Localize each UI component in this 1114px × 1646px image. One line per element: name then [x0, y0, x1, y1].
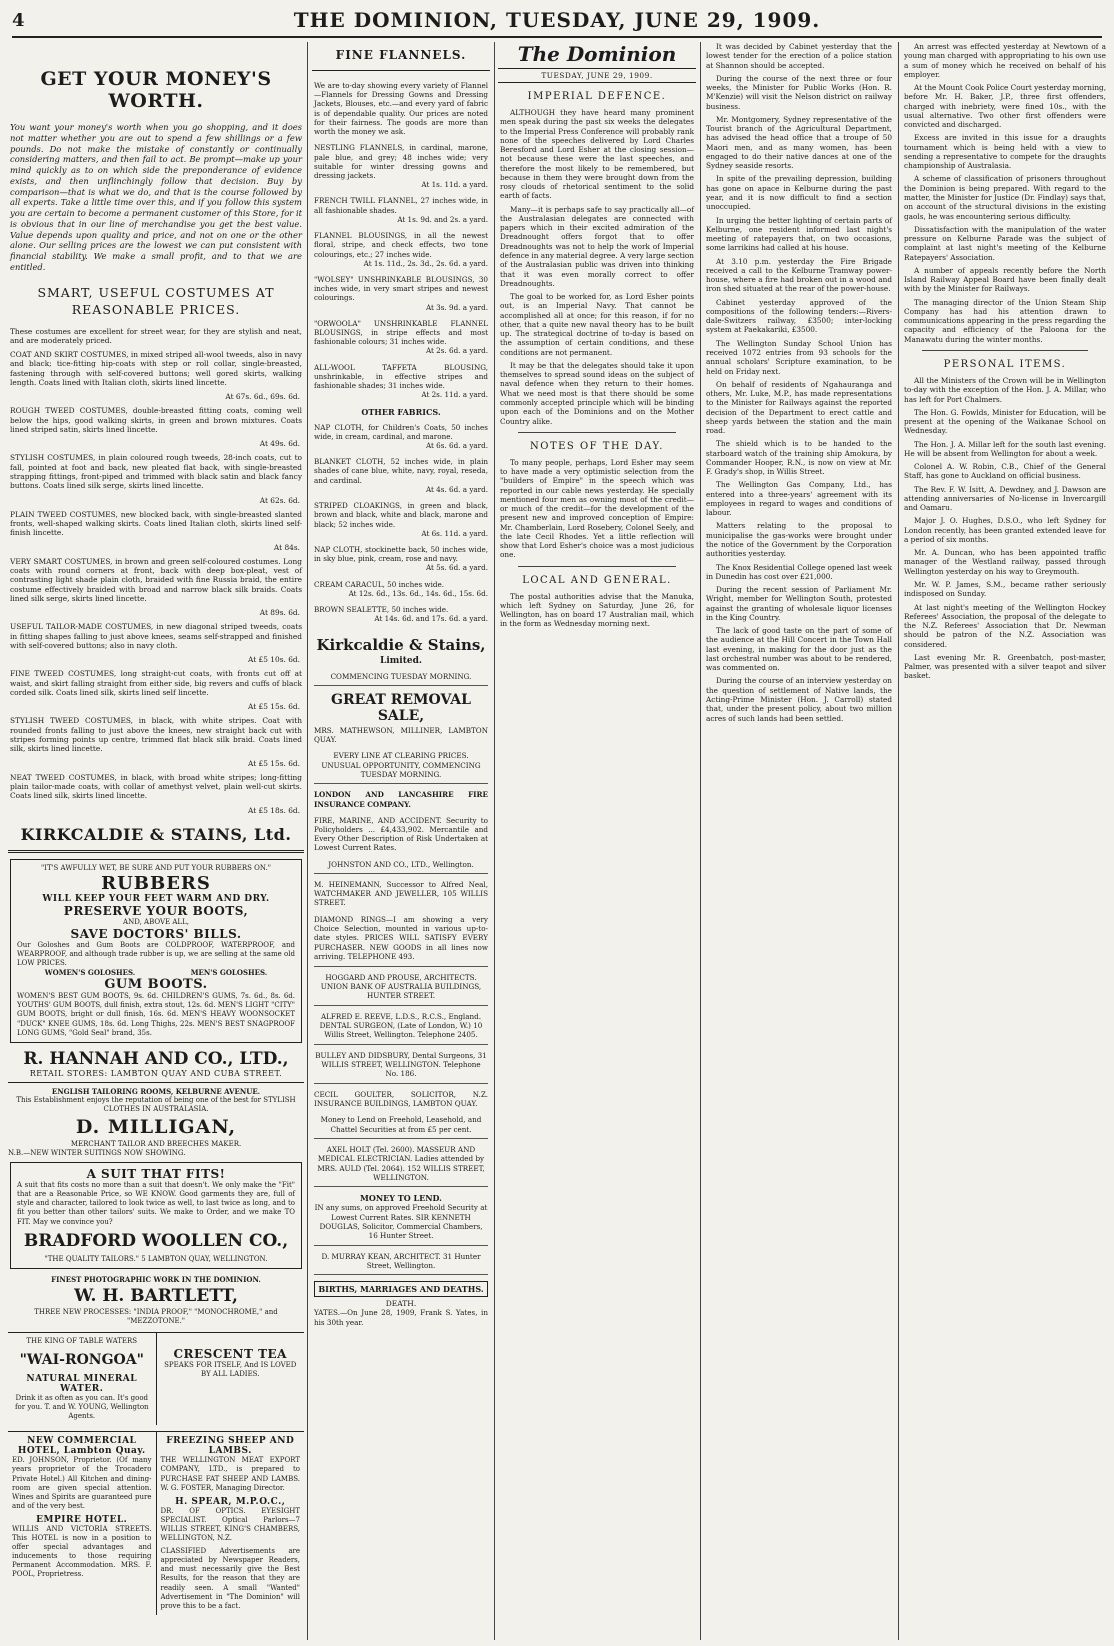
column-rule — [494, 42, 495, 1640]
death-heading: DEATH. — [385, 1299, 417, 1309]
gum-boots-text: WOMEN'S BEST GUM BOOTS, 9s. 6d. CHILDREN'S GUMS, 7s. 6d., 8s. 6d. YOUTHS' GUM BOOTS, dull finish, extra stout, 12s. 6d. MEN'S LIGHT "CITY" GUM BOOTS, bright or dull finish, 16s. 6d. MEN'S HEAVY WOONSOCKET "DUCK" KNEE GUMS, 18s. 6d. Long Thighs, 22s. MEN'S BEST SNAGPROOF LONG GUMS, "Gold Seal" brand, 35s. — [17, 992, 295, 1037]
wairongoa-note: Drink it as often as you can. It's good for you. T. and W. YOUNG, Wellington Agents. — [14, 1394, 149, 1421]
news-paragraph: Excess are invited in this issue for a draughts tournament which is being held with a view to sending a representative to compete for the draughts championship of Australasia. — [904, 133, 1106, 171]
flannel-item — [314, 275, 488, 312]
money-heading: MONEY TO LEND. — [360, 1193, 442, 1204]
hotel-text: ED. JOHNSON, Proprietor. (Of many years proprietor of the Trocadero Private Hotel.) All Kitchen and dining-room are given special attention. Wines and Spirits are guaranteed pure and of the very best. — [12, 1456, 152, 1510]
suit-text: A suit that fits costs no more than a suit that doesn't. We only make the "Fit" that are a Reasonable Price, so WE KNOW. Good garments they are, full of style and character, tailored to look twice as well, to last twice as long, and to fit you better than other tailors' suits. We make to Order, and we make TO FIT. May we convince you? — [17, 1181, 295, 1226]
fabric-item-text: NAP CLOTH, for Children's Coats, 50 inches wide, in cream, cardinal, and marone. — [314, 422, 488, 441]
commencing-line: COMMENCING TUESDAY MORNING. — [314, 672, 488, 686]
firm-name: KIRKCALDIE & STAINS, Ltd. — [8, 825, 304, 853]
spear-text: DR. OF OPTICS. EYESIGHT SPECIALIST. Optical Parlors—7 WILLIS STREET, KING'S CHAMBERS, WELLINGTON, N.Z. — [160, 1506, 300, 1543]
crescent-title: CRESCENT TEA — [173, 1347, 287, 1361]
costume-price: At £5 18s. 6d. — [248, 805, 300, 815]
section-heading: REASONABLE PRICES. — [71, 301, 241, 317]
costume-price: At £5 15s. 6d. — [248, 702, 300, 712]
hoggard-prouse: HOGGARD AND PROUSE, ARCHITECTS. UNION BANK OF AUSTRALIA BUILDINGS, HUNTER STREET. — [314, 973, 488, 1006]
freezing-title: FREEZING SHEEP AND LAMBS. — [166, 1436, 295, 1457]
money-text: IN any sums, on approved Freehold Security at Lowest Current Rates. SIR KENNETH DOUGLAS, Solicitor, Commercial Chambers, 16 Hunter Street. — [314, 1203, 488, 1245]
personal-paragraph: Mr. A. Duncan, who has been appointed traffic manager of the Westland railway, passed through Wellington yesterday on his way to Greymouth. — [904, 548, 1106, 576]
wairongoa-title: "WAI-RONGOA" — [19, 1352, 144, 1369]
costume-price: At 62s. 6d. — [259, 495, 300, 505]
costume-price: At 67s. 6d., 69s. 6d. — [225, 392, 300, 402]
flannel-item-price: At 1s. 11d., 2s. 3d., 2s. 6d. a yard. — [363, 258, 488, 268]
editorial-paragraph: Many—it is perhaps safe to say practically all—of the Australasian delegates are connected with papers which in their excited admiration of the Dreadnought offers forgot that to offer Dreadnoughts was not to help the work of Imperial defence in any material degree. A very large section of the Australasian public was driven into thinking that it was even morally correct to offer Dreadnoughts. — [500, 204, 694, 288]
editorial-headline: IMPERIAL DEFENCE. — [527, 91, 667, 102]
column-5 — [902, 42, 1108, 1640]
goulter-text: Money to Lend on Freehold, Leasehold, and Chattel Securities at from £5 per cent. — [314, 1115, 488, 1139]
rubbers-line: PRESERVE YOUR BOOTS, — [63, 903, 249, 918]
personal-paragraph: Mr. W. P. James, S.M., became rather seriously indisposed on Sunday. — [904, 580, 1106, 599]
costume-item: PLAIN TWEED COSTUMES, new blocked back, with single-breasted slanted fronts, well-shaped walking skirts. Coats lined Italian cloth, skirts lined self-finish lincette. — [10, 509, 302, 538]
rubbers-line: WILL KEEP YOUR FEET WARM AND DRY. — [42, 893, 270, 904]
crescent-ad — [156, 1333, 305, 1425]
personal-paragraph: The Hon. J. A. Millar left for the south last evening. He will be absent from Wellington for about a week. — [904, 439, 1106, 458]
news-paragraph: On behalf of residents of Ngahauranga and others, Mr. Luke, M.P., has made representations to the Minister for Railways against the reported decision of the Department to erect cattle and sheep yards between the station and the main road. — [706, 379, 892, 436]
milligan-name: D. MILLIGAN, — [75, 1115, 237, 1138]
costume-item: NEAT TWEED COSTUMES, in black, with broad white stripes; long-fitting plain tailor-made coats, with collar of amethyst velvet, plain well-cut skirts. Coats lined silk, skirts lined lincette. — [10, 772, 302, 801]
heinemann: M. HEINEMANN, Successor to Alfred Neal, WATCHMAKER AND JEWELLER, 105 WILLIS STREET. — [314, 880, 488, 908]
mens-goloshes-label: MEN'S GOLOSHES. — [190, 968, 268, 978]
johnston-agent: JOHNSTON AND CO., LTD., Wellington. — [314, 860, 488, 874]
flannel-item-price: At 2s. 11d. a yard. — [421, 390, 488, 400]
flannel-item-text: "WOLSEY" UNSHRINKABLE BLOUSINGS, 30 inches wide, in very smart stripes and newest colourings. — [314, 274, 488, 303]
fabric-item-text: BROWN SEALETTE, 50 inches wide. — [314, 605, 449, 615]
flannel-item-price: At 2s. 6d. a yard. — [425, 346, 488, 356]
news-paragraph: A number of appeals recently before the North Island Railway Appeal Board have been finally dealt with by the Minister for Railways. — [904, 265, 1106, 294]
news-paragraph: In urging the better lighting of certain parts of Kelburne, one resident informed last night's meeting of ratepayers that, on two occasions, some larrikins had called at his house. — [706, 215, 892, 253]
divider — [922, 350, 1088, 351]
personal-paragraph: The Rev. F. W. Isitt, A. Dewdney, and J. Dawson are attending anniversaries of No-license in Invercargill and Oamaru. — [904, 484, 1106, 513]
freezing-ad — [156, 1432, 305, 1614]
rubbers-ad — [10, 859, 302, 1043]
column-2 — [312, 42, 490, 1640]
fabric-item — [314, 423, 488, 451]
editorial-paragraph: The goal to be worked for, as Lord Esher points out, is an Imperial Navy. That cannot be accomplished all at once; for this reason, if for no other, that a quite new naval theory has to be built up. The strategical doctrine of to-day is based on the assumption of certain conditions, and these conditions are not permanent. — [500, 292, 694, 357]
fabric-item-price: At 6s. 11d. a yard. — [421, 528, 488, 538]
personal-paragraph: Major J. O. Hughes, D.S.O., who left Sydney for London recently, has been granted extended leave for a period of six months. — [904, 516, 1106, 544]
tailoring-text: This Establishment enjoys the reputation of being one of the best for STYLISH CLOTHES IN AUSTRALASIA. — [16, 1095, 296, 1113]
news-paragraph: Matters relating to the proposal to municipalise the gas-works were brought under the notice of the Government by the Corporation authorities yesterday. — [706, 521, 892, 559]
intro-text: You want your money's worth when you go shopping, and it does not matter whether you are out to spend a few shillings or a few pounds. Do not make the mistake of constantly or continually considering matters, and then fail to act. Be prompt—make up your mind quickly as to on which side the preponderance of evidence exists, and then unflinchingly follow that decision. Buy by comparison—that is what we do, and that is the course followed by all experts. Take a little time over this, and if you follow this system you are certain to become a permanent customer of this Store, for it is obvious that in our line of merchandise you get the best value. Value depends upon quality and price, and not on one or the other alone. Our selling prices are the lowest we can put consistent with financial stability. We make a small profit, and to that we are entitled. — [10, 122, 302, 272]
milligan-sub: MERCHANT TAILOR AND BREECHES MAKER. — [70, 1139, 242, 1148]
london-text: FIRE, MARINE, AND ACCIDENT. Security to Policyholders ... £4,433,902. Mercantile and Every Other Description of Risk Undertaken at Lowest Current Rates. — [314, 815, 488, 853]
hannah-address: RETAIL STORES: LAMBTON QUAY AND CUBA STREET. — [8, 1069, 304, 1083]
photo-line: FINEST PHOTOGRAPHIC WORK IN THE DOMINION. — [51, 1274, 261, 1284]
costume-price: At 84s. — [273, 542, 300, 552]
news-paragraph: The managing director of the Union Steam Ship Company has had his attention drawn to communications appearing in the press regarding the capacity and efficiency of the Paloona for the Manawatu during the winter months. — [904, 297, 1106, 344]
dominion-flag: The Dominion — [517, 42, 677, 66]
personal-paragraph: At last night's meeting of the Wellington Hockey Referees' Association, the proposal of the delegate to the N.Z. Referees' Association that Dr. Newman should be patron of the N.Z. Association was considered. — [904, 602, 1106, 649]
costume-price: At 89s. 6d. — [259, 608, 300, 618]
flannel-item-price: At 1s. 11d. a yard. — [421, 180, 488, 190]
rubbers-tagline: "IT'S AWFULLY WET, BE SURE AND PUT YOUR RUBBERS ON." — [40, 863, 272, 872]
flannel-item-text: NESTLING FLANNELS, in cardinal, marone, pale blue, and grey; 48 inches wide; very suitable for winter dressing gowns and dressing jackets. — [314, 143, 488, 180]
flannel-intro: We are to-day showing every variety of Flannel—Flannels for Dressing Gowns and Dressing Jackets, Blouses, etc.—and every yard of fabric is of dependable quality. Our prices are noted for their fairness. The goods are more than worth the money we ask. — [314, 81, 488, 137]
editorial-paragraph: It may be that the delegates should take it upon themselves to spread sound ideas on the subject of naval defence when they return to their homes. What we need most is that there should be some commonly accepted principle which will be binding upon each of the Dominions and on the Mother Country alike. — [500, 360, 694, 426]
holt-masseur: AXEL HOLT (Tel. 2600). MASSEUR AND MEDICAL ELECTRICIAN. Ladies attended by MRS. AULD (Tel. 2064). 152 WILLIS STREET, WELLINGTON. — [314, 1145, 488, 1187]
flannel-item — [314, 196, 488, 224]
london-insurance: LONDON AND LANCASHIRE FIRE INSURANCE COMPANY. — [314, 790, 488, 809]
goulter: CECIL GOULTER, SOLICITOR, N.Z. INSURANCE BUILDINGS, LAMBTON QUAY. — [314, 1089, 488, 1108]
mathewson-name: MRS. MATHEWSON, MILLINER, LAMBTON QUAY. — [314, 725, 488, 745]
personal-paragraph: The Hon. G. Fowlds, Minister for Education, will be present at the opening of the Waikanae School on Wednesday. — [904, 407, 1106, 436]
fabric-item — [314, 580, 488, 598]
personal-paragraph: Last evening Mr. R. Greenbatch, post-master, Palmer, was presented with a silver teapot and silver basket. — [904, 652, 1106, 681]
costume-item: STYLISH TWEED COSTUMES, in black, with white stripes. Coat with rounded fronts falling to just above the knees, new straight back cut with stripes forming points up centre, trimmed flat black silk braid. Coats lined silk, skirts lined lincette. — [10, 716, 302, 754]
local-paragraph: The postal authorities advise that the Manuka, which left Sydney on Saturday, June 26, for Wellington, has on board 17 Australian mail, which in the form as Wednesday morning next. — [500, 591, 694, 629]
fabric-item-price: At 5s. 6d. a yard. — [425, 563, 488, 573]
costume-item: FINE TWEED COSTUMES, long straight-cut coats, with fronts cut off at waist, and skirt falling straight from either side, big revers and cuffs of black corded silk. Coats lined silk, skirts lined self lincette. — [10, 669, 302, 698]
rubbers-note: Our Goloshes and Gum Boots are COLDPROOF, WATERPROOF, and WEARPROOF, and although trade rubber is up, we are selling at the same old LOW PRICES. — [17, 940, 295, 968]
page-title: THE DOMINION, TUESDAY, JUNE 29, 1909. — [293, 8, 821, 32]
fabric-item-price: At 14s. 6d. and 17s. 6d. a yard. — [374, 614, 488, 624]
removal-text: EVERY LINE AT CLEARING PRICES. UNUSUAL OPPORTUNITY, COMMENCING TUESDAY MORNING. — [314, 751, 488, 784]
gum-boots-title: GUM BOOTS. — [104, 977, 208, 993]
crescent-sub: SPEAKS FOR ITSELF, And IS LOVED BY ALL LADIES. — [164, 1361, 297, 1379]
flannel-item — [314, 363, 488, 400]
wairongoa-ad — [8, 1333, 156, 1425]
notes-headline: NOTES OF THE DAY. — [530, 440, 664, 452]
column-rule — [307, 42, 308, 1640]
section-heading: SMART, USEFUL COSTUMES AT — [37, 284, 275, 300]
personal-paragraph: All the Ministers of the Crown will be in Wellington to-day with the exception of the Hon. J. A. Millar, who has left for Port Chalmers. — [904, 375, 1106, 404]
rubbers-line: AND, ABOVE ALL, — [123, 917, 189, 926]
empire-text: WILLIS AND VICTORIA STREETS. This HOTEL is now in a position to offer special advantages and inducements to those requiring Permanent Accommodation. MRS. F. POOL, Proprietress. — [12, 1524, 152, 1579]
fabric-item-price: At 6s. 6d. a yard. — [425, 441, 488, 450]
flannel-item-text: FLANNEL BLOUSINGS, in all the newest floral, stripe, and check effects, two tone colourings, etc.; 27 inches wide. — [314, 231, 488, 259]
costume-item: USEFUL TAILOR-MADE COSTUMES, in new diagonal striped tweeds, coats in fitting shapes falling to just above knees, seams self-strapped and finished with self-covered buttons; also in navy cloth. — [10, 622, 302, 651]
bradford-sub: "THE QUALITY TAILORS." 5 LAMBTON QUAY, WELLINGTON. — [44, 1254, 268, 1263]
local-headline: LOCAL AND GENERAL. — [522, 574, 672, 586]
hotel-freezing-ads — [8, 1431, 304, 1614]
news-paragraph: At 3.10 p.m. yesterday the Fire Brigade received a call to the Kelburne Tramway power-house, where a fire had broken out in a wood and iron shed situated at the rear of the power-house. — [706, 256, 892, 294]
fabric-item-text: CREAM CARACUL, 50 inches wide. — [314, 579, 445, 589]
classified-text: CLASSIFIED Advertisements are appreciated by Newspaper Readers, and must necessarily give the Best Results, for the reason that they are readily seen. A small "Wanted" Advertisement in "The Dominion" will prove this to be a fact. — [160, 1547, 300, 1610]
news-paragraph: The lack of good taste on the part of some of the audience at the Hill Concert in the Town Hall last evening, in making for the door just as the last orchestral number was about to be rendered, was commented on. — [706, 626, 892, 673]
fabric-item-price: At 12s. 6d., 13s. 6d., 14s. 6d., 15s. 6d. — [348, 588, 488, 598]
rubbers-line: SAVE DOCTORS' BILLS. — [70, 926, 242, 941]
kean-architect: D. MURRAY KEAN, ARCHITECT. 31 Hunter Street, Wellington. — [314, 1252, 488, 1276]
flannel-item-text: ALL-WOOL TAFFETA BLOUSING, unshrinkable, in effective stripes and fashionable shades; 31 inches wide. — [314, 362, 488, 391]
hotel-ad — [8, 1432, 156, 1614]
firm-limited: Limited. — [380, 655, 422, 666]
tailoring-heading: ENGLISH TAILORING ROOMS, KELBURNE AVENUE. — [51, 1086, 261, 1096]
hannah-name: R. HANNAH AND CO., LTD., — [23, 1048, 289, 1069]
costume-price: At 49s. 6d. — [259, 439, 300, 449]
flannel-item-price: At 1s. 9d. and 2s. a yard. — [397, 214, 488, 224]
wairongoa-sub: NATURAL MINERAL WATER. — [26, 1374, 138, 1395]
news-paragraph: During the recent session of Parliament Mr. Wright, member for Wellington South, protested against the granting of wholesale liquor licenses in the King Country. — [706, 585, 892, 622]
bartlett-sub: THREE NEW PROCESSES: "INDIA PROOF," "MONOCHROME," and "MEZZOTONE." — [34, 1307, 278, 1325]
suit-heading: A SUIT THAT FITS! — [86, 1167, 226, 1182]
removal-sale-heading: GREAT REMOVAL SALE, — [331, 691, 471, 724]
flannel-item — [314, 231, 488, 268]
news-paragraph: At the Mount Cook Police Court yesterday morning, before Mr. H. Baker, J.P., three first offenders, charged with inebriety, were fined 10s., with the usual alternative. Two other first offenders were convicted and discharged. — [904, 83, 1107, 130]
flannel-item-text: FRENCH TWILL FLANNEL, 27 inches wide, in all fashionable shades. — [314, 196, 488, 215]
news-paragraph: The Knox Residential College opened last week in Dunedin has cost over £21,000. — [706, 562, 892, 581]
costume-price: At £5 15s. 6d. — [248, 758, 300, 768]
flannel-item — [314, 319, 488, 356]
editorial-paragraph: ALTHOUGH they have heard many prominent men speak during the past six weeks the delegates to the Imperial Press Conference will probably rank none of the speeches delivered by Lord Charles Beresford and Lord Esher at the closing session—not because these were the last speeches, and therefore the most likely to be remembered, but because in them they were brought down from the rosy clouds of rhetorical sentiment to the solid earth of facts. — [500, 108, 694, 201]
fabric-item-text: NAP CLOTH, stockinette back, 50 inches wide, in sky blue, pink, cream, rose and navy. — [314, 544, 488, 564]
births-heading: BIRTHS, MARRIAGES AND DEATHS. — [314, 1281, 488, 1297]
death-notice: YATES.—On June 28, 1909, Frank S. Yates, in his 30th year. — [314, 1308, 488, 1327]
column-rule — [898, 42, 899, 1640]
news-paragraph: Mr. Montgomery, Sydney representative of the Tourist branch of the Agricultural Department, has advised the head office that a troupe of 50 Maori men, and as many women, has been engaged to do their native dances at one of the Sydney seaside resorts. — [706, 114, 892, 171]
fabric-item — [314, 545, 488, 573]
fabric-item-text: BLANKET CLOTH, 52 inches wide, in plain shades of cane blue, white, navy, royal, reseda, and cardinal. — [314, 457, 488, 485]
hotel-title: NEW COMMERCIAL HOTEL, Lambton Quay. — [17, 1436, 146, 1457]
bradford-name: BRADFORD WOOLLEN CO., — [23, 1230, 289, 1251]
rubbers-title: RUBBERS — [101, 872, 211, 894]
column-rule — [700, 42, 701, 1640]
news-paragraph: During the course of an interview yesterday on the question of settlement of Native lands, the Acting-Prime Minister (Hon. J. Carroll) stated that, under the present policy, about two million acres of such lands had been settled. — [706, 676, 892, 723]
news-paragraph: In spite of the prevailing depression, building has gone on apace in Kelburne during the past year, and it is now difficult to find a section unoccupied. — [706, 174, 892, 212]
flannel-item — [314, 143, 488, 189]
reeve-dental: ALFRED E. REEVE, L.D.S., R.C.S., England. DENTAL SURGEON, (Late of London, W.) 10 Willis Street, Wellington. Telephone 2405. — [314, 1012, 488, 1045]
water-tea-ads — [8, 1332, 304, 1425]
costume-price: At £5 10s. 6d. — [248, 655, 300, 665]
costume-item: ROUGH TWEED COSTUMES, double-breasted fitting coats, coming well below the hips, good walking skirts, in green and brown mixtures. Coats lined striped satin, skirts lined lincette. — [10, 406, 302, 435]
water-king: THE KING OF TABLE WATERS — [26, 1337, 138, 1345]
column-3 — [498, 42, 696, 1640]
divider — [518, 432, 676, 433]
flannel-item-text: "ORWOOLA" UNSHRINKABLE FLANNEL BLOUSINGS, in stripe effects and most fashionable colours; 31 inches wide. — [314, 318, 488, 347]
fabric-item — [314, 501, 488, 538]
news-paragraph: Cabinet yesterday approved of the compositions of the following tenders:—Rivers-dale-Switzers railway, £3500; inter-locking system at Paekakariki, £3500. — [706, 297, 892, 335]
milligan-note: N.B.—NEW WINTER SUITINGS NOW SHOWING. — [8, 1149, 186, 1158]
other-fabrics-heading: OTHER FABRICS. — [361, 406, 441, 417]
empire-title: EMPIRE HOTEL. — [36, 1514, 128, 1525]
goloshes-labels — [17, 968, 295, 977]
headline-money-worth: GET YOUR MONEY'S WORTH. — [40, 68, 272, 112]
news-paragraph: The shield which is to be handed to the starboard watch of the training ship Amokura, by Commander Hooper, R.N., is now on view at Mr. F. Grady's shop, in Willis Street. — [706, 439, 892, 477]
news-paragraph: It was decided by Cabinet yesterday that the lowest tender for the erection of a police station at Shannon should be accepted. — [706, 42, 892, 70]
page-number: 4 — [12, 10, 25, 31]
womens-goloshes-label: WOMEN'S GOLOSHES. — [44, 968, 136, 978]
fabric-item-text: STRIPED CLOAKINGS, in green and black, brown and black, white and black, marone and black; 52 inches wide. — [314, 501, 488, 529]
personal-items-headline: PERSONAL ITEMS. — [943, 358, 1067, 370]
notes-paragraph: To many people, perhaps, Lord Esher may seem to have made a very optimistic selection from the "builders of Empire" in the speech which was reported in our cable news yesterday. He specially mentioned four men as owning most of the credit—or much of the credit—for the development of the present new and improved conception of Empire: Mr. Chamberlain, Lord Rosebery, Colonel Seely, and the late Cecil Rhodes. Yet a little reflection will show that Lord Esher's choice was a most judicious one. — [500, 457, 694, 560]
bulley-didsbury: BULLEY AND DIDSBURY, Dental Surgeons, 31 WILLIS STREET, WELLINGTON. Telephone No. 186. — [314, 1051, 488, 1084]
fabric-item — [314, 457, 488, 494]
news-paragraph: The Wellington Gas Company, Ltd., has entered into a three-years' agreement with its employees in regard to wages and conditions of labour. — [706, 480, 892, 518]
bartlett-name: W. H. BARTLETT, — [74, 1285, 238, 1306]
spear-title: H. SPEAR, M.P.O.C., — [175, 1496, 286, 1507]
masthead — [12, 6, 1102, 38]
costume-item: STYLISH COSTUMES, in plain coloured rough tweeds, 28-inch coats, cut to fall, pointed at foot and back, new pleated flat back, with single-breasted strapping fittings, front-piped and trimmed with black satin and black fancy buttons. Coats lined silk serge, skirts lined lincette. — [10, 453, 302, 491]
news-paragraph: An arrest was effected yesterday at Newtown of a young man charged with appropriating to his own use a sum of money which he received on behalf of his employer. — [904, 42, 1106, 79]
news-paragraph: Dissatisfaction with the manipulation of the water pressure on Kelburne Parade was the subject of complaint at last night's meeting of the Kelburne Ratepayers' Association. — [904, 224, 1106, 262]
bradford-ad — [10, 1162, 302, 1269]
firm-name-script: Kirkcaldie & Stains, — [316, 635, 486, 654]
fabric-item-price: At 4s. 6d. a yard. — [425, 484, 488, 494]
personal-paragraph: Colonel A. W. Robin, C.B., Chief of the General Staff, has gone to Auckland on official business. — [904, 462, 1106, 481]
news-paragraph: The Wellington Sunday School Union has received 1072 entries from 93 schools for the annual scholars' Scripture examination, to be held on Friday next. — [706, 338, 892, 376]
section-note: These costumes are excellent for street wear, for they are stylish and neat, and are moderately priced. — [10, 326, 302, 345]
costume-item: VERY SMART COSTUMES, in brown and green self-coloured costumes. Long coats with round corners at front, back with deep box-pleat, vest of contrasting light shade plain cloth, braided with fine Russia braid, the entire costume effectively braided with broad and narrow black silk braids. Coats lined silk serge, skirts lined lincette. — [10, 556, 302, 604]
flannel-item-price: At 3s. 9d. a yard. — [425, 302, 488, 312]
news-paragraph: During the course of the next three or four weeks, the Minister for Public Works (Hon. R. M'Kenzie) will visit the Nelson district on railway business. — [706, 73, 892, 111]
news-paragraph: A scheme of classification of prisoners throughout the Dominion is being prepared. With regard to the matter, the Minister for Justice (Dr. Findlay) says that, on account of the structural divisions in the existing gaols, he was encountering serious difficulty. — [904, 174, 1106, 221]
costume-item: COAT AND SKIRT COSTUMES, in mixed striped all-wool tweeds, also in navy and black; tice-fitting hip-coats with step or roll collar, single-breasted, fastening through with self-covered buttons; well gored skirts, walking length. Coats lined with Italian cloth, skirts lined lincette. — [10, 350, 302, 388]
freezing-text: THE WELLINGTON MEAT EXPORT COMPANY, LTD., is prepared to PURCHASE FAT SHEEP AND LAMBS. W. G. FOSTER, Managing Director. — [160, 1456, 300, 1492]
fine-flannels-heading: FINE FLANNELS. — [312, 48, 490, 71]
editorial-dateline: TUESDAY, JUNE 29, 1909. — [498, 68, 696, 83]
column-4 — [704, 42, 894, 1640]
diamond-rings: DIAMOND RINGS—I am showing a very Choice Selection, mounted in various up-to-date styles. PRICES WILL SATISFY EVERY PURCHASER. NEW GOODS in all lines now arriving. TELEPHONE 493. — [314, 915, 488, 967]
fabric-item — [314, 605, 488, 623]
divider — [518, 566, 676, 567]
column-1 — [8, 42, 304, 1640]
